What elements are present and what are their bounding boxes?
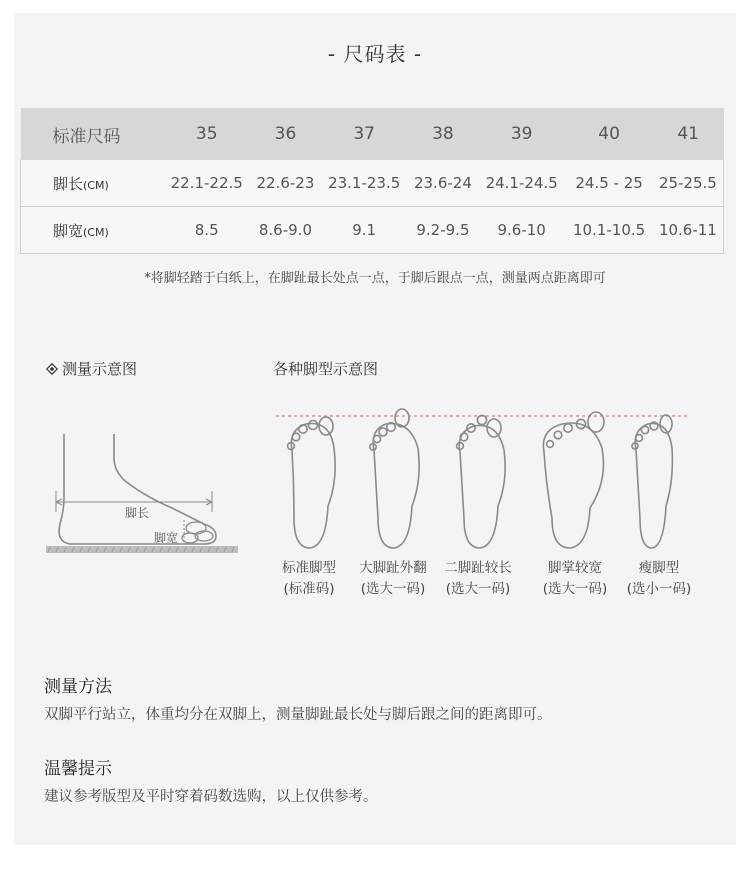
width-cell: 9.6-10 [478,207,565,254]
method-title: 测量方法 [44,677,112,697]
foot-type-label [264,558,354,600]
foot-bunion [370,409,419,548]
size-cell: 36 [250,109,320,160]
foot-slim [632,415,673,548]
page-title: - 尺码表 - [327,42,423,66]
size-cell: 39 [478,109,565,160]
width-cell: 10.1-10.5 [565,207,652,254]
width-cell: 8.5 [163,207,250,254]
size-cell: 35 [163,109,250,160]
foot-type-name: 脚掌较宽 [548,560,602,576]
foot-type-label [348,558,438,600]
length-cell: 24.5 - 25 [565,160,652,207]
size-cell: 38 [408,109,478,160]
tips-text: 建议参考版型及平时穿着码数选购，以上仅供参考。 [44,789,378,805]
foot-type-advice: (选大一码) [542,581,608,597]
foot-type-advice: (标准码) [283,581,335,597]
foot-length-text: 脚长 [53,174,84,193]
length-cell: 24.1-24.5 [478,160,565,207]
foot-types-diagram [270,400,700,556]
table-row-length [21,160,724,207]
length-cell: 22.6-23 [250,160,320,207]
foot-wide [543,412,604,548]
foot-type-name: 大脚趾外翻 [359,560,427,576]
size-cell: 40 [565,109,652,160]
foot-side-outline [59,434,216,544]
length-cell: 23.1-23.5 [320,160,407,207]
method-text: 双脚平行站立，体重均分在双脚上，测量脚趾最长处与脚后跟之间的距离即可。 [44,707,552,723]
foot-long-second-toe [457,415,506,548]
size-table [20,108,724,254]
foot-type-advice: (选小一码) [626,581,692,597]
width-cell: 10.6-11 [653,207,724,254]
foot-type-name: 标准脚型 [282,560,336,576]
measure-diagram-title: 测量示意图 [62,360,138,378]
foot-type-name: 瘦脚型 [638,560,680,576]
standard-size-label: 标准尺码 [21,109,164,160]
side-foot-diagram [44,428,244,560]
foot-type-advice: (选大一码) [445,581,511,597]
width-cell: 9.1 [320,207,407,254]
length-tag: 脚长 [124,506,150,520]
width-cell: 9.2-9.5 [408,207,478,254]
foot-width-text: 脚宽 [53,221,84,240]
foot-type-advice: (选大一码) [360,581,426,597]
measure-diagram-title-wrap [46,358,137,379]
table-header-row [21,109,724,160]
foot-type-label [530,558,620,600]
foot-width-unit: (CM) [83,225,109,239]
tips-title: 温馨提示 [44,759,112,779]
width-cell: 8.6-9.0 [250,207,320,254]
length-cell: 22.1-22.5 [163,160,250,207]
diamond-icon [46,363,58,375]
table-row-width [21,207,724,254]
foot-length-label [21,160,164,207]
foot-type-label [614,558,704,600]
foot-length-unit: (CM) [83,178,109,192]
foot-width-label [21,207,164,254]
foot-types-title: 各种脚型示意图 [273,360,379,378]
foot-type-name: 二脚趾较长 [444,560,512,576]
size-cell: 37 [320,109,407,160]
foot-type-label [433,558,523,600]
measure-note: *将脚轻踏于白纸上，在脚趾最长处点一点，于脚后跟点一点，测量两点距离即可 [144,271,606,286]
length-cell: 25-25.5 [653,160,724,207]
size-cell: 41 [653,109,724,160]
length-cell: 23.6-24 [408,160,478,207]
foot-standard [288,417,336,548]
width-tag: 脚宽 [153,531,179,545]
